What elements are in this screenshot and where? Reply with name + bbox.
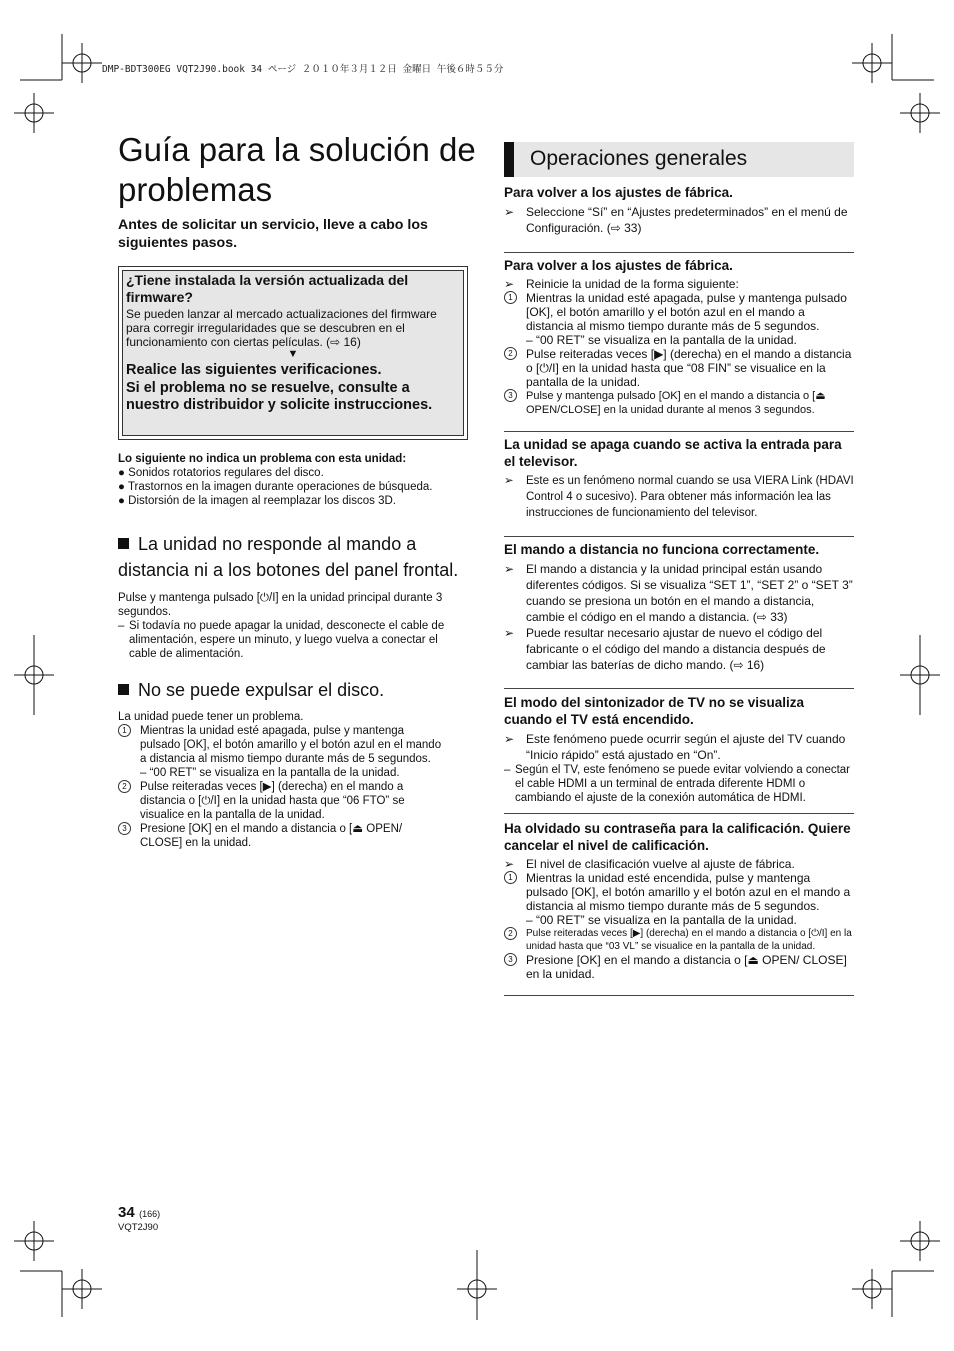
step-1: 1 Mientras la unidad esté encendida, pulse y mantenga pulsado [OK], el botón amarillo y el botón azul en el mando a distancia al mismo tiempo durante más de 5 segundos. – “00 RET” se visualiza en la pantalla de la unidad. — [504, 871, 854, 927]
divider — [504, 431, 854, 432]
box-instruction-1: Realice las siguientes verificaciones. — [126, 362, 382, 378]
firmware-box — [118, 266, 468, 440]
list-item: ➢ Seleccione “Sí” en “Ajustes predeterminados” en el menú de Configuración. (⇨ 33) — [504, 205, 848, 235]
right-section-title: Operaciones generales — [530, 147, 748, 170]
list-item: ● Trastornos en la imagen durante operaciones de búsqueda. — [118, 481, 433, 493]
not-problem-heading: Lo siguiente no indica un problema con esta unidad: — [118, 453, 407, 465]
remote-section-heading: La unidad no responde al mando a distancia ni a los botones del panel frontal. — [118, 534, 459, 580]
page-number: 34 — [118, 1204, 135, 1221]
tuner-block: El modo del sintonizador de TV no se visualiza cuando el TV está encendido. ➢ Este fenómeno puede ocurrir según el ajuste del TV cuando “Inicio rápido” está ajustado en “On”. – Según el TV, este fenómeno se puede evitar volviendo a conectar el cable HDMI a un terminal de entrada diferente HDMI o cambiando el ajuste de la conexión automática de HDMI. — [504, 694, 854, 805]
remote-section-body: Pulse y mantenga pulsado [⏻/I] en la unidad principal durante 3 segundos. – Si todavía no puede apagar la unidad, desconecte el cable de alimentación, espere un minuto, y luego vuelva a conectar el cable de alimentación. — [118, 591, 466, 661]
dash-item: – Si todavía no puede apagar la unidad, desconecte el cable de alimentación, espere un minuto, y luego vuelva a conectar el cable de alimentación. — [118, 620, 445, 660]
divider — [504, 995, 854, 996]
intro-text: Antes de solicitar un servicio, lleve a cabo los siguientes pasos. — [118, 217, 428, 251]
title-bar-accent — [504, 142, 514, 177]
step-3: 3 Presione [OK] en el mando a distancia o [⏏ OPEN/ CLOSE] en la unidad. — [118, 822, 443, 850]
dash-item: – Según el TV, este fenómeno se puede evitar volviendo a conectar el cable HDMI a un terminal de entrada diferente HDMI o cambiando el ajuste de la conexión automática de HDMI. — [504, 764, 851, 804]
divider — [504, 813, 854, 814]
list-item: ➢ Este es un fenómeno normal cuando se usa VIERA Link (HDAVI Control 4 o sucesivo). Para obtener más información lea las instrucciones de funcionamiento del televisor. — [504, 475, 854, 519]
page-title: Guía para la solución de problemas — [118, 131, 476, 208]
page-subnumber: (166) — [139, 1209, 161, 1219]
list-item: ➢ Reinicie la unidad de la forma siguiente: — [504, 277, 739, 291]
step-3: 3 Pulse y mantenga pulsado [OK] en el mando a distancia o [⏏ OPEN/CLOSE] en la unidad durante al menos 3 segundos. — [504, 389, 854, 417]
step-2: 2 Pulse reiteradas veces [▶] (derecha) en el mando a distancia o [⏻/I] en la unidad hasta que “08 FIN” se visualice en la pantalla de la unidad. — [504, 347, 854, 389]
step-1: 1 Mientras la unidad esté apagada, pulse y mantenga pulsado [OK], el botón amarillo y el botón azul en el mando a distancia al mismo tiempo durante más de 5 segundos. – “00 RET” se visualiza en la pantalla de la unidad. — [504, 291, 854, 347]
list-item: ➢ El nivel de clasificación vuelve al ajuste de fábrica. — [504, 857, 795, 871]
document-code: VQT2J90 — [118, 1222, 159, 1233]
step-3: 3 Presione [OK] en el mando a distancia o [⏏ OPEN/ CLOSE] en la unidad. — [504, 953, 854, 981]
step-1: 1 Mientras la unidad esté apagada, pulse y mantenga pulsado [OK], el botón amarillo y el botón azul en el mando a distancia al mismo tiempo durante más de 5 segundos. – “00 RET” se visualiza en la pantalla de la unidad. — [118, 724, 443, 780]
reset-block-2: Para volver a los ajustes de fábrica. ➢ Reinicie la unidad de la forma siguiente: 1 Mientras la unidad esté apagada, pulse y mantenga pulsado [OK], el botón amarillo y el botón azul en el mando a distancia al mismo tiempo durante más de 5 segundos. – “00 RET” se visualiza en la pantalla de la unidad. 2 Pulse reiteradas veces [▶] (derecha) en el mando a distancia o [⏻/I] en la unidad hasta que “08 FIN” se visualice en la pantalla de la unidad. 3 Pulse y mantenga pulsado [OK] en el mando a distancia o [⏏ OPEN/CLOSE] en la unidad durante al menos 3 segundos. — [504, 257, 854, 417]
print-header: DMP-BDT300EG VQT2J90.book 34 ページ ２０１０年３月１２日 金曜日 午後６時５５分 — [102, 64, 504, 75]
step-2: 2 Pulse reiteradas veces [▶] (derecha) en el mando a distancia o [⏻/I] en la unidad hasta que “03 VL” se visualice en la pantalla de la unidad. — [504, 927, 854, 953]
step-2: 2 Pulse reiteradas veces [▶] (derecha) en el mando a distancia o [⏻/I] en la unidad hasta que “06 FTO” se visualice en la pantalla de la unidad. — [118, 780, 443, 822]
page-footer — [118, 1204, 160, 1233]
eject-section-body: La unidad puede tener un problema. 1 Mientras la unidad esté apagada, pulse y mantenga pulsado [OK], el botón amarillo y el botón azul en el mando a distancia al mismo tiempo durante más de 5 segundos. – “00 RET” se visualiza en la pantalla de la unidad. 2 Pulse reiteradas veces [▶] (derecha) en el mando a distancia o [⏻/I] en la unidad hasta que “06 FTO” se visualice en la pantalla de la unidad. 3 Presione [OK] en el mando a distancia o [⏏ OPEN/ CLOSE] en la unidad. — [118, 711, 442, 849]
eject-section-heading: No se puede expulsar el disco. — [118, 677, 473, 703]
firmware-question: ¿Tiene instalada la versión actualizada del firmware? — [126, 272, 409, 305]
list-item: ● Distorsión de la imagen al reemplazar los discos 3D. — [118, 495, 396, 507]
list-item: ➢ El mando a distancia y la unidad principal están usando diferentes códigos. Si se visualiza “SET 1”, “SET 2” o “SET 3” cuando se presiona un botón en el mando a distancia, cambie el código en el mando a distancia. (⇨ 33) — [504, 562, 853, 624]
square-bullet-icon — [118, 684, 129, 695]
down-arrow-icon: ▼ — [287, 348, 299, 360]
list-item: ● Sonidos rotatorios regulares del disco. — [118, 467, 324, 479]
firmware-text: Se pueden lanzar al mercado actualizaciones del firmware para corregir irregularidades que se descubren en el funcionamiento con ciertas películas. (⇨ 16) — [126, 307, 437, 349]
list-item: ➢ Este fenómeno puede ocurrir según el ajuste del TV cuando “Inicio rápido” está ajustado en “On”. — [504, 732, 846, 762]
square-bullet-icon — [118, 538, 129, 549]
divider — [504, 688, 854, 689]
list-item: ➢ Puede resultar necesario ajustar de nuevo el código del fabricante o el código del mando a distancia después de cambiar las baterías de dicho mando. (⇨ 16) — [504, 626, 826, 672]
box-instruction-2: Si el problema no se resuelve, consulte a nuestro distribuidor y solicite instrucciones. — [126, 379, 433, 413]
reset-block-1: Para volver a los ajustes de fábrica. ➢ Seleccione “Sí” en “Ajustes predeterminados” en el menú de Configuración. (⇨ 33) — [504, 184, 854, 236]
remote-block: El mando a distancia no funciona correctamente. ➢ El mando a distancia y la unidad principal están usando diferentes códigos. Si se visualiza “SET 1”, “SET 2” o “SET 3” cuando se presiona un botón en el mando a distancia, cambie el código en el mando a distancia. (⇨ 33) ➢ Puede resultar necesario ajustar de nuevo el código del fabricante o el código del mando a distancia después de cambiar las baterías de dicho mando. (⇨ 16) — [504, 542, 853, 672]
not-problem-block — [118, 452, 473, 508]
password-block: Ha olvidado su contraseña para la calificación. Quiere cancelar el nivel de calificación. ➢ El nivel de clasificación vuelve al ajuste de fábrica. 1 Mientras la unidad esté encendida, pulse y mantenga pulsado [OK], el botón amarillo y el botón azul en el mando a distancia al mismo tiempo durante más de 5 segundos. – “00 RET” se visualiza en la pantalla de la unidad. 2 Pulse reiteradas veces [▶] (derecha) en el mando a distancia o [⏻/I] en la unidad hasta que “03 VL” se visualice en la pantalla de la unidad. 3 Presione [OK] en el mando a distancia o [⏏ OPEN/ CLOSE] en la unidad. — [504, 820, 854, 981]
divider — [504, 536, 854, 537]
tv-input-block: La unidad se apaga cuando se activa la entrada para el televisor. ➢ Este es un fenómeno normal cuando se usa VIERA Link (HDAVI Control 4 o sucesivo). Para obtener más información lea las instrucciones de funcionamiento del televisor. — [504, 437, 854, 519]
section-title-bar — [504, 142, 854, 177]
divider — [504, 252, 854, 253]
